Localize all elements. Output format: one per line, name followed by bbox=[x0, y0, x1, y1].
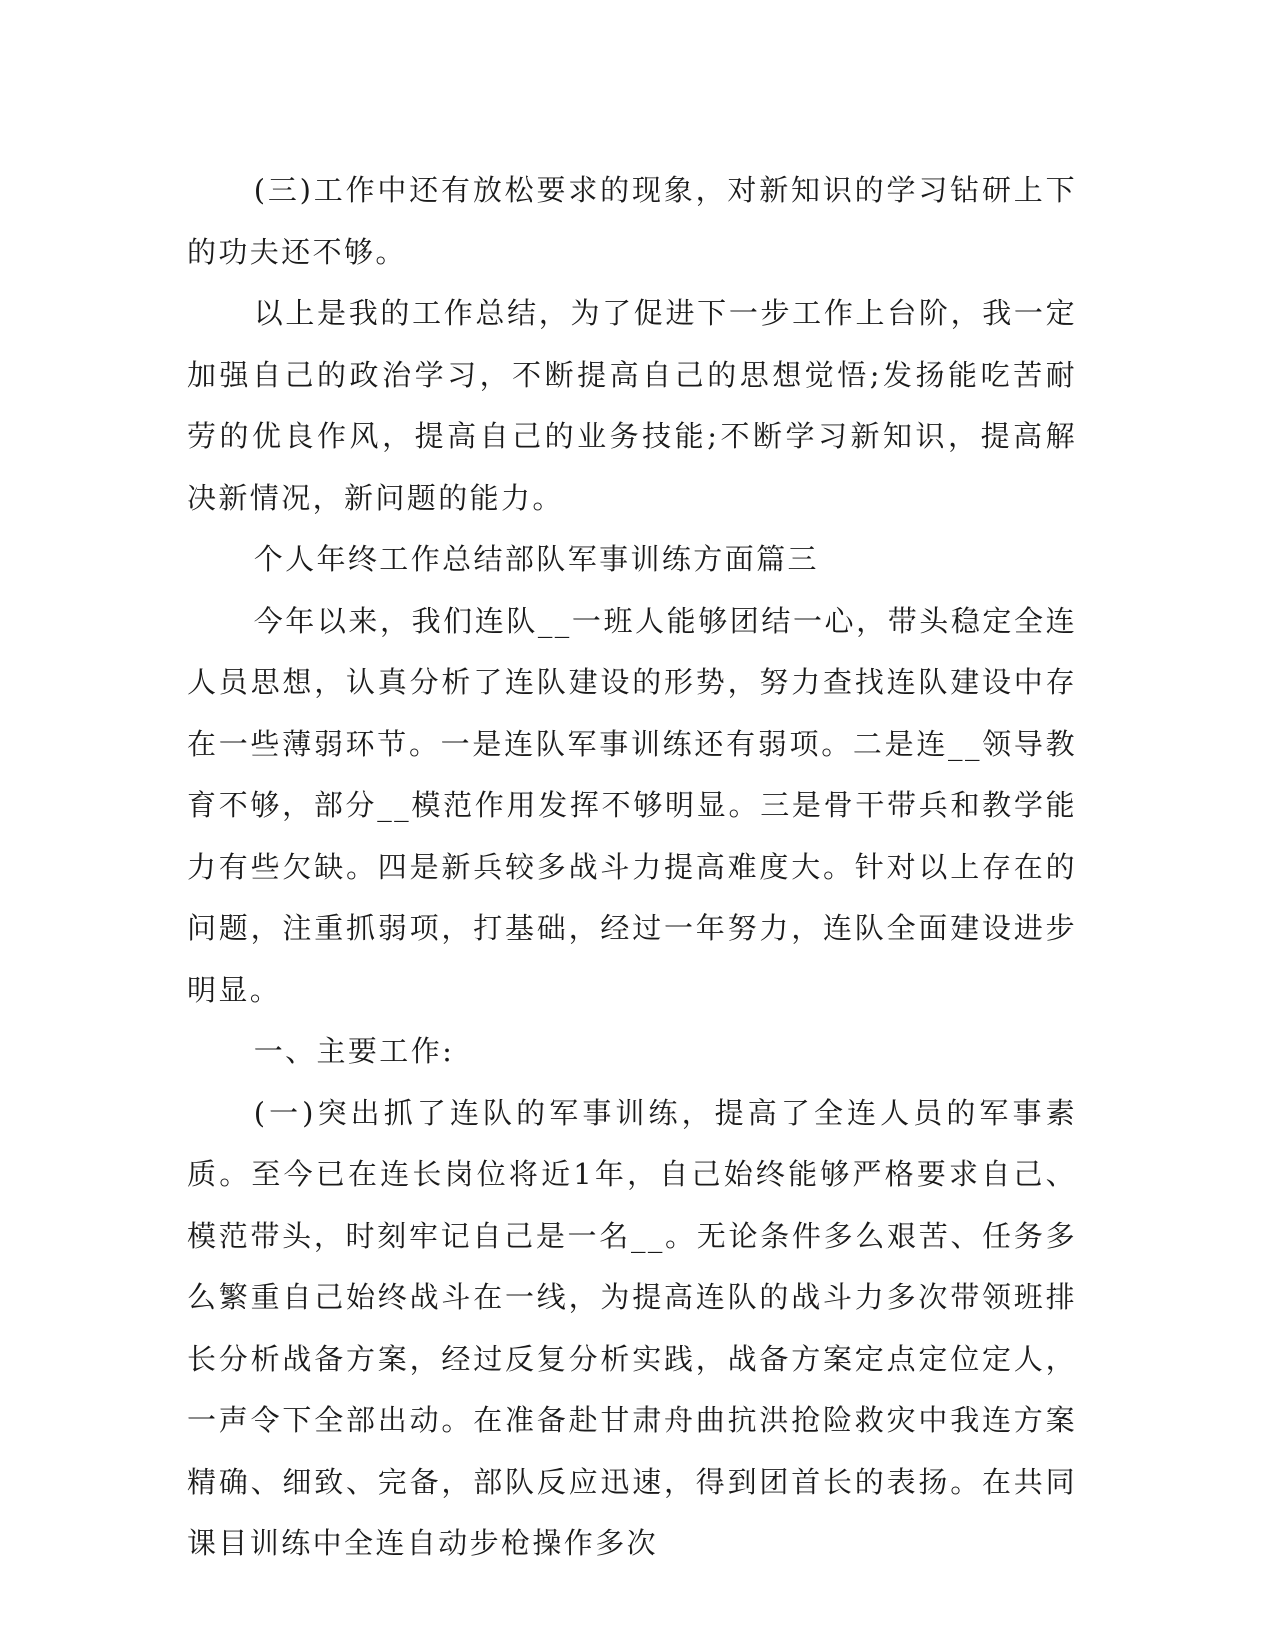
paragraph-summary-conclusion: 以上是我的工作总结，为了促进下一步工作上台阶，我一定加强自己的政治学习，不断提高自己的思想觉悟;发扬能吃苦耐劳的优良作风，提高自己的业务技能;不断学习新知识，提高解决新情况，新问题的能力。 bbox=[187, 296, 1077, 515]
document-body bbox=[187, 160, 1077, 1575]
paragraph-military-training: (一)突出抓了连队的军事训练，提高了全连人员的军事素质。至今已在连长岗位将近1年，自己始终能够严格要求自己、模范带头，时刻牢记自己是一名__。无论条件多么艰苦、任务多么繁重自己始终战斗在一线，为提高连队的战斗力多次带领班排长分析战备方案，经过反复分析实践，战备方案定点定位定人，一声令下全部出动。在准备赴甘肃舟曲抗洪抢险救灾中我连方案精确、细致、完备，部队反应迅速，得到团首长的表扬。在共同课目训练中全连自动步枪操作多次 bbox=[187, 1095, 1077, 1560]
subheading-main-work: 一、主要工作: bbox=[253, 1034, 455, 1068]
paragraph-overview: 今年以来，我们连队__一班人能够团结一心，带头稳定全连人员思想，认真分析了连队建设的形势，努力查找连队建设中存在一些薄弱环节。一是连队军事训练还有弱项。二是连__领导教育不够，部分__模范作用发挥不够明显。三是骨干带兵和教学能力有些欠缺。四是新兵较多战斗力提高难度大。针对以上存在的问题，注重抓弱项，打基础，经过一年努力，连队全面建设进步明显。 bbox=[187, 603, 1077, 1007]
paragraph-shortcomings: (三)工作中还有放松要求的现象，对新知识的学习钻研上下的功夫还不够。 bbox=[187, 173, 1077, 269]
section-heading: 个人年终工作总结部队军事训练方面篇三 bbox=[253, 542, 819, 576]
